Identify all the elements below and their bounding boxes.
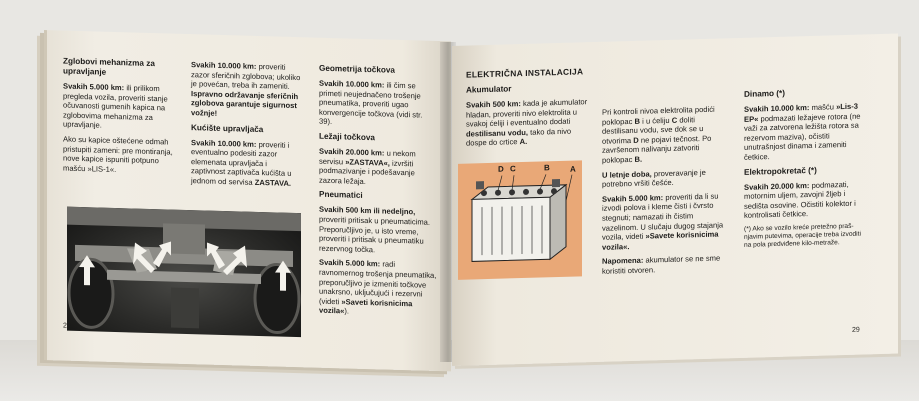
paragraph: Svakih 10.000 km: proveriti zazor sferičnih zglobova; ukoliko je povećan, treba ih zameniti. Ispravno održavanje sferičnih zglobova garantuje sigurnost vožnje! <box>191 60 301 118</box>
heading-dynamo: Dinamo (*) <box>744 88 785 99</box>
paragraph: Svakih 20.000 km: u nekom servisu »ZASTAVA«, izvršiti podmazivanje i podešavanje zazora ležaja. <box>319 146 416 186</box>
label-a: A <box>570 164 576 174</box>
paragraph: Svakih 500 km: kada je akumulator hladan, proveriti nivo elektrolita u svakoj ćeliji i eventualno dodati destilisanu vodu, tako da nivo dospe do crtice A. <box>466 97 588 148</box>
heading-tyres: Pneumatici <box>319 190 363 201</box>
page-number: 29 <box>852 326 860 334</box>
page-number: 28 <box>63 322 71 330</box>
heading-battery: Akumulator <box>466 84 512 95</box>
label-d: D <box>498 164 504 174</box>
column-dynamo-starter <box>744 86 866 255</box>
section-title: ELEKTRIČNA INSTALACIJA <box>466 66 584 80</box>
front-suspension-photo <box>67 207 301 338</box>
column-battery <box>466 82 588 153</box>
paragraph: Napomena: akumulator se ne sme koristiti otvoren. <box>602 253 721 276</box>
paragraph: Svakih 5.000 km: ili prilikom pregleda vozila, proveriti stanje očuvanosti gumenih kapica na zglobovima mehanizma za upravljanje. <box>63 81 168 130</box>
paragraph: U letnje doba, proveravanje je potrebno vršiti češće. <box>602 167 706 189</box>
left-page <box>44 30 451 371</box>
column-steering-box <box>191 60 301 194</box>
heading-wheel-bearings: Ležaji točkova <box>319 131 375 143</box>
paragraph: Svakih 10.000 km: mašću »Lis-3 EP« podmazati ležajeve rotora (ne važi za zatvorena ležišta rotora sa rezervom maziva), očistiti unutrašnjost dinama i zameniti četkice. <box>744 101 861 162</box>
paragraph: Svakih 20.000 km: podmazati, motornim uljem, zavojni žljeb i sedišta osovine. Očistiti kolektor i kontrolisati četkice. <box>744 179 856 221</box>
battery-illustration <box>458 160 582 279</box>
heading-steering-joints: Zglobovi mehanizma za upravljanje <box>63 56 155 77</box>
paragraph: Ako su kapice oštećene odmah pristupiti zameni: pre montiranja, nove kapice ispuniti potpuno mašću »LIS-1«. <box>63 134 173 174</box>
label-c: C <box>510 164 516 174</box>
footnote: (*) Ako se vozilo kreće pretežno praš-njavim putevima, operacije treba izvoditi na pola predviđene kilo-metraže. <box>744 222 861 250</box>
heading-steering-box: Kućište upravljača <box>191 122 264 134</box>
paragraph: Svakih 5.000 km: radi ravnomernog trošenja pneumatika, preporučljivo je izmeniti točkove unakrsno, uključujući i rezervni (videti »Saveti korisnicima vozila«). <box>319 257 437 316</box>
paragraph: Svakih 10.000 km: ili čim se primeti neujednačeno trošenje pneumatika, proveriti ugao konvergencije točkova (vidi str. 39). <box>319 78 423 127</box>
column-steering-joints <box>63 57 177 182</box>
column-wheels <box>319 64 437 324</box>
label-b: B <box>544 163 550 173</box>
paragraph: Svakih 500 km ili nedeljno, proveriti pritisak u pneumaticima. Preporučljivo je, u isto vreme, proveriti i pritisak u pneumatiku rezervnog točka. <box>319 205 430 254</box>
paragraph: Svakih 5.000 km: proveriti da li su izvodi polova i kleme čisti i čvrsto stegnuti; namazati ih čistim vazelinom. U slučaju dugog stajanja vozila, videti »Savete korisnicima vozila«. <box>602 191 724 252</box>
column-battery-cont <box>602 104 724 281</box>
heading-starter: Elektropokretač (*) <box>744 165 817 177</box>
paragraph: Svakih 10.000 km: proveriti i eventualno podesiti zazor elemenata upravljača i zaptivnost zaptivača kućišta u jednom od servisa ZASTAVA. <box>191 137 292 188</box>
heading-wheel-geometry: Geometrija točkova <box>319 63 395 75</box>
paragraph: Pri kontroli nivoa elektrolita podići poklopac B i u ćeliju C doliti destilisanu vodu, sve dok se u otvorima D ne pojavi tečnost. Po završenom nalivanju zatvoriti poklopac B. <box>602 104 715 165</box>
right-page <box>452 34 898 366</box>
arrow-icons <box>67 207 301 338</box>
